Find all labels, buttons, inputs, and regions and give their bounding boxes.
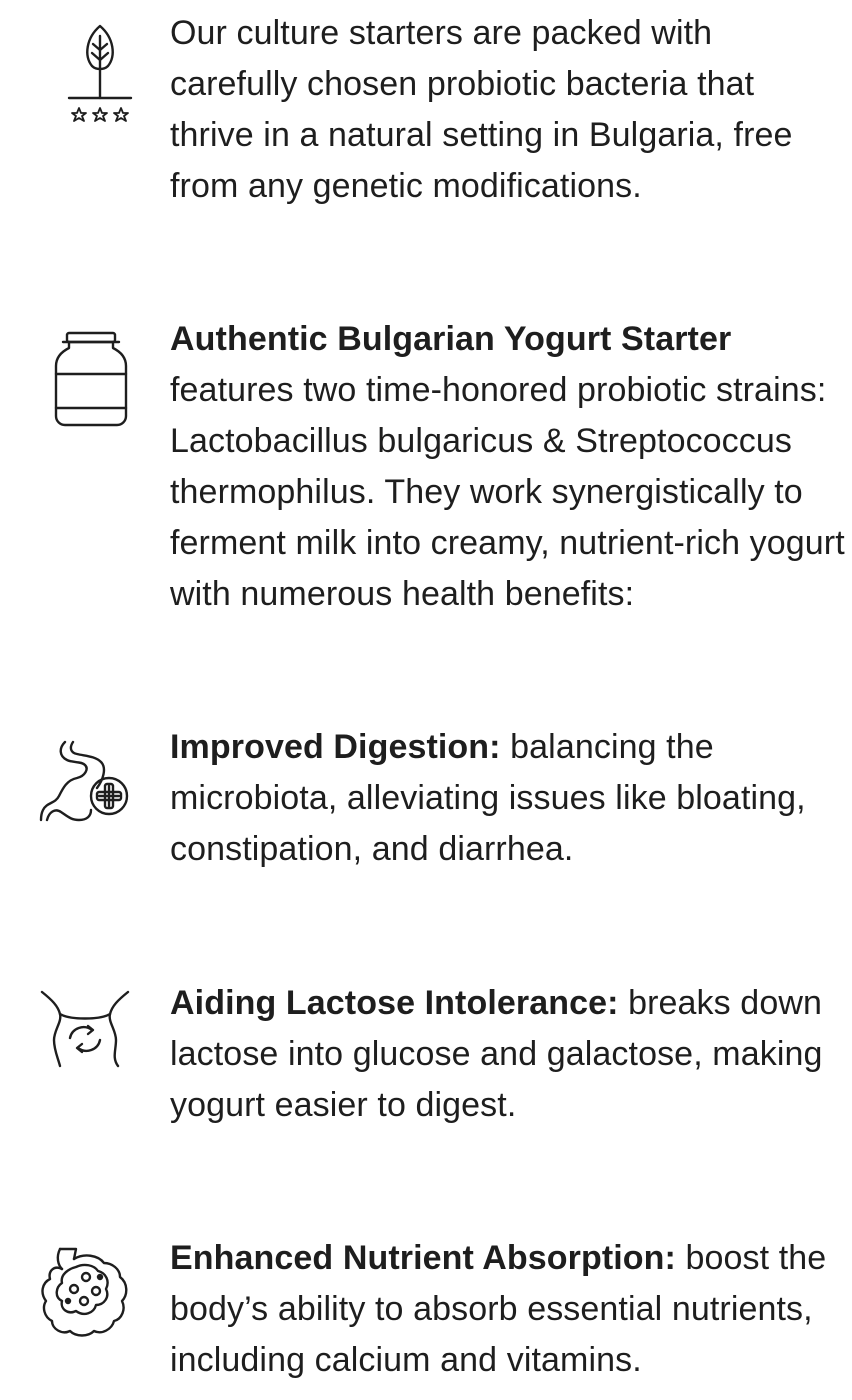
feature-body: breaks down lactose into glucose and galactose, making yogurt easier to digest. (170, 984, 823, 1124)
feature-body: balancing the microbiota, alleviating issues like bloating, constipation, and diarrhea. (170, 728, 806, 868)
stomach-plus-icon (37, 740, 133, 824)
jar-icon (53, 332, 129, 428)
intestine-cycle-icon (40, 990, 132, 1070)
feature-text (170, 314, 846, 620)
feature-bold: Aiding Lactose Intolerance: (170, 984, 619, 1022)
feature-body: features two time-honored probiotic strains: Lactobacillus bulgaricus & Streptococcus thermophilus. They work synergistically to ferment milk into creamy, nutrient-rich yogurt with numerous health benefits: (170, 371, 845, 613)
feature-text (170, 978, 846, 1131)
feature-text (170, 1233, 846, 1386)
feature-body: boost the body’s ability to absorb essential nutrients, including calcium and vitamins. (170, 1239, 827, 1379)
feature-bold: Improved Digestion: (170, 728, 501, 766)
feature-bold: Authentic Bulgarian Yogurt Starter (170, 320, 732, 358)
feature-bold: Enhanced Nutrient Absorption: (170, 1239, 676, 1277)
feature-text (170, 8, 846, 212)
feature-body: Our culture starters are packed with carefully chosen probiotic bacteria that thrive in a natural setting in Bulgaria, free from any genetic modifications. (170, 14, 793, 205)
nutrient-absorption-icon (40, 1247, 130, 1339)
plant-sprout-icon (66, 16, 134, 128)
feature-text (170, 722, 846, 875)
